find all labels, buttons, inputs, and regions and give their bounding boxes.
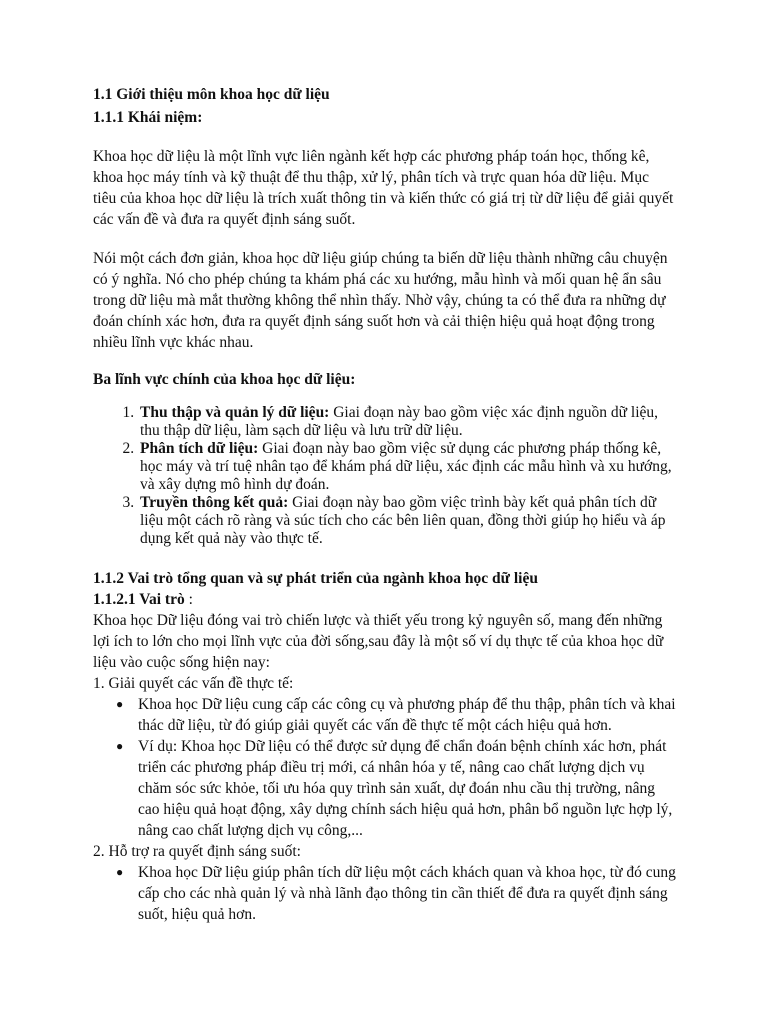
list-item — [116, 736, 676, 841]
section-heading-1-1-2-1 — [93, 589, 676, 610]
section-heading-1-1-1: 1.1.1 Khái niệm: — [93, 109, 203, 126]
field-title: Phân tích dữ liệu: — [140, 440, 259, 457]
role-paragraph: Khoa học Dữ liệu đóng vai trò chiến lược và thiết yếu trong kỷ nguyên số, mang đến những lợi ích to lớn cho mọi lĩnh vực của đời sống,sau đây là một số ví dụ thực tế của khoa học dữ liệu vào cuộc sống hiện nay: — [93, 612, 664, 671]
list-item — [138, 440, 676, 494]
bullet-text: Ví dụ: Khoa học Dữ liệu có thể được sử dụng để chẩn đoán bệnh chính xác hơn, phát triển các phương pháp điều trị mới, cá nhân hóa y tế, nâng cao chất lượng dịch vụ chăm sóc sức khỏe, tối ưu hóa quy trình sản xuất, dự đoán nhu cầu thị trường, nâng cao hiệu quả hoạt động, xây dựng chính sách hiệu quả hơn, phân bổ nguồn lực hợp lý, nâng cao chất lượng dịch vụ công,... — [138, 738, 673, 839]
list-item — [116, 862, 676, 925]
item2-bullet-list — [93, 862, 676, 925]
bullet-text: Khoa học Dữ liệu giúp phân tích dữ liệu một cách khách quan và khoa học, từ đó cung cấp cho các nhà quản lý và nhà lãnh đạo thông tin cần thiết để đưa ra quyết định sáng suốt, hiệu quả hơn. — [138, 864, 676, 923]
item1-bullet-list — [93, 694, 676, 841]
list-item — [116, 694, 676, 736]
bullet-icon: ● — [116, 697, 124, 711]
three-fields-heading: Ba lĩnh vực chính của khoa học dữ liệu: — [93, 371, 356, 388]
heading-colon: : — [184, 591, 193, 608]
item2-heading: 2. Hỗ trợ ra quyết định sáng suốt: — [93, 843, 301, 860]
three-fields-list — [93, 404, 676, 548]
item1-heading: 1. Giải quyết các vấn đề thực tế: — [93, 675, 294, 692]
field-text: Giai đoạn này bao gồm việc trình bày kết quả phân tích dữ liệu một cách rõ ràng và súc tích cho các bên liên quan, đồng thời giúp họ hiểu và áp dụng kết quả này vào thực tế. — [140, 494, 666, 547]
bullet-icon: ● — [116, 865, 124, 879]
list-item — [138, 404, 676, 440]
field-text: Giai đoạn này bao gồm việc sử dụng các phương pháp thống kê, học máy và trí tuệ nhân tạo để khám phá dữ liệu, xác định các mẫu hình và xu hướng, và xây dựng mô hình dự đoán. — [140, 440, 672, 493]
bullet-icon: ● — [116, 739, 124, 753]
section-heading-1-1-2: 1.1.2 Vai trò tổng quan và sự phát triển của ngành khoa học dữ liệu — [93, 570, 538, 587]
definition-paragraph: Khoa học dữ liệu là một lĩnh vực liên ngành kết hợp các phương pháp toán học, thống kê, khoa học máy tính và kỹ thuật để thu thập, xử lý, phân tích và trực quan hóa dữ liệu. Mục tiêu của khoa học dữ liệu là trích xuất thông tin và kiến thức có giá trị từ dữ liệu để giải quyết các vấn đề và đưa ra quyết định sáng suốt. — [93, 148, 674, 228]
simple-explanation-paragraph: Nói một cách đơn giản, khoa học dữ liệu giúp chúng ta biến dữ liệu thành những câu chuyện có ý nghĩa. Nó cho phép chúng ta khám phá các xu hướng, mẫu hình và mối quan hệ ẩn sâu trong dữ liệu mà mắt thường không thể nhìn thấy. Nhờ vậy, chúng ta có thể đưa ra những dự đoán chính xác hơn, đưa ra quyết định sáng suốt hơn và cải thiện hiệu quả hoạt động trong nhiều lĩnh vực khác nhau. — [93, 250, 668, 351]
list-item — [138, 494, 676, 548]
section-heading-1-1: 1.1 Giới thiệu môn khoa học dữ liệu — [93, 86, 330, 103]
bullet-text: Khoa học Dữ liệu cung cấp các công cụ và phương pháp để thu thập, phân tích và khai thác dữ liệu, từ đó giúp giải quyết các vấn đề thực tế một cách hiệu quả hơn. — [138, 696, 676, 734]
heading-number-bold: 1.1.2.1 Vai trò — [93, 591, 185, 608]
field-text: Giai đoạn này bao gồm việc xác định nguồn dữ liệu, thu thập dữ liệu, làm sạch dữ liệu và lưu trữ dữ liệu. — [140, 404, 659, 439]
field-title: Thu thập và quản lý dữ liệu: — [140, 404, 330, 421]
field-title: Truyền thông kết quả: — [140, 494, 289, 511]
